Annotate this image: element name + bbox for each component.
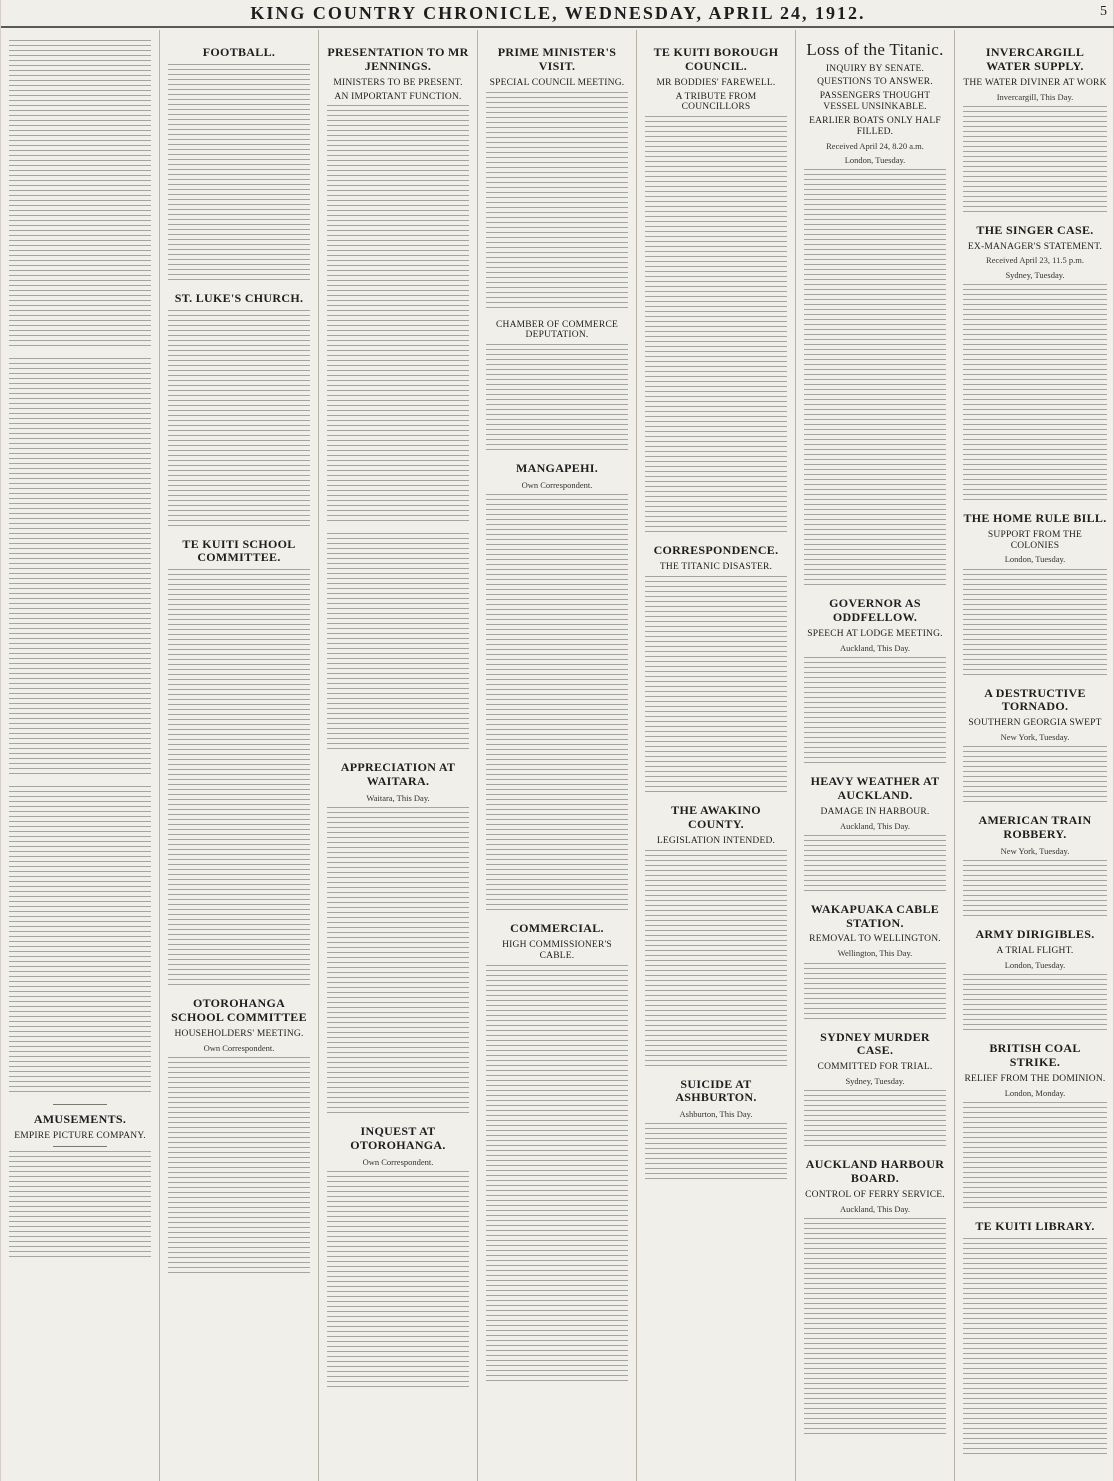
mr-boddies-farewell-subheading: MR BODDIES' FAREWELL. <box>656 77 776 88</box>
invercargill-copy <box>963 106 1107 216</box>
passengers-thought-vessel-unsinkable-subheading: PASSENGERS THOUGHT VESSEL UNSINKABLE. <box>819 91 931 113</box>
column-1-copy-2 <box>9 358 151 778</box>
otorohanga-inquest-copy <box>327 1171 469 1391</box>
high-commissioners-cable-subheading: HIGH COMMISSIONER'S CABLE. <box>502 940 612 962</box>
column-1 <box>1 30 160 1481</box>
st-lukes-church-heading: ST. LUKE'S CHURCH. <box>174 290 304 305</box>
train-robbery-copy <box>963 860 1107 920</box>
te-kuiti-library-heading: TE KUITI LIBRARY. <box>975 1218 1095 1233</box>
mangapehi-byline: Own Correspondent. <box>521 480 593 491</box>
governor-as-oddfellow-heading: GOVERNOR AS ODDFELLOW. <box>829 596 921 625</box>
home-rule-byline: London, Tuesday. <box>1004 554 1066 565</box>
column-1-copy-4 <box>9 1151 151 1261</box>
wakapuaka-copy <box>804 963 946 1023</box>
inquiry-by-senate-subheading: INQUIRY BY SENATE. <box>825 63 925 74</box>
oddfellow-copy <box>804 657 946 767</box>
otorohanga-householders-meeting-subheading: HOUSEHOLDERS' MEETING. <box>174 1028 304 1039</box>
home-rule-bill-heading: THE HOME RULE BILL. <box>963 510 1107 525</box>
coal-strike-byline: London, Monday. <box>1004 1087 1066 1098</box>
heavy-weather-copy <box>804 835 946 895</box>
waitara-copy <box>327 807 469 1117</box>
correspondence-copy <box>645 576 787 796</box>
coal-strike-copy <box>963 1102 1107 1212</box>
tornado-copy <box>963 746 1107 806</box>
auckland-harbour-board-heading: AUCKLAND HARBOUR BOARD. <box>805 1157 945 1186</box>
masthead-title: KING COUNTRY CHRONICLE, WEDNESDAY, APRIL 24, 1912. <box>250 2 866 23</box>
sydney-copy <box>804 1090 946 1150</box>
column-3 <box>319 30 478 1481</box>
st-lukes-church-copy <box>168 310 310 530</box>
mangapehi-heading: MANGAPEHI. <box>516 461 598 476</box>
tornado-byline: New York, Tuesday. <box>1000 732 1070 743</box>
column-4 <box>478 30 637 1481</box>
heavy-weather-heading: HEAVY WEATHER AT AUCKLAND. <box>810 774 940 802</box>
prime-minister-copy-2 <box>486 344 628 454</box>
column-1-copy-1 <box>9 40 151 350</box>
dirigibles-copy <box>963 974 1107 1034</box>
otorohanga-inquest-byline: Own Correspondent. <box>362 1156 434 1167</box>
loss-of-the-titanic-heading: Loss of the Titanic. <box>806 40 944 59</box>
football-copy <box>168 64 310 284</box>
awakino-copy <box>645 850 787 1070</box>
questions-to-answer-subheading: QUESTIONS TO ANSWER. <box>817 77 933 88</box>
speech-at-lodge-meeting-subheading: SPEECH AT LODGE MEETING. <box>807 629 943 640</box>
column-6 <box>796 30 955 1481</box>
earlier-boats-half-filled-subheading: EARLIER BOATS ONLY HALF FILLED. <box>809 116 941 138</box>
ex-managers-statement-subheading: EX-MANAGER'S STATEMENT. <box>967 241 1103 252</box>
appreciation-at-waitara-heading: APPRECIATION AT WAITARA. <box>340 760 456 789</box>
ashburton-copy <box>645 1123 787 1183</box>
prime-ministers-visit-heading: PRIME MINISTER'S VISIT. <box>497 45 617 73</box>
home-rule-copy <box>963 569 1107 679</box>
oddfellow-byline: Auckland, This Day. <box>839 642 911 653</box>
singer-received-line: Received April 23, 11.5 p.m. <box>986 255 1084 266</box>
harbour-board-copy <box>804 1218 946 1438</box>
invercargill-byline: Invercargill, This Day. <box>996 91 1074 102</box>
otorohanga-byline: Own Correspondent. <box>203 1042 275 1053</box>
committed-for-trial-subheading: COMMITTED FOR TRIAL. <box>817 1062 933 1073</box>
titanic-received-line: Received April 24, 8.20 a.m. <box>826 141 924 152</box>
football-heading: FOOTBALL. <box>202 45 276 59</box>
train-robbery-byline: New York, Tuesday. <box>1000 845 1070 856</box>
column-1-rule-1 <box>53 1104 107 1105</box>
important-function-subheading: AN IMPORTANT FUNCTION. <box>334 91 462 102</box>
singer-case-heading: THE SINGER CASE. <box>976 222 1094 237</box>
harbour-board-byline: Auckland, This Day. <box>839 1203 911 1214</box>
commercial-copy <box>486 965 628 1385</box>
te-kuiti-school-committee-heading: TE KUITI SCHOOL COMMITTEE. <box>182 536 296 565</box>
sydney-murder-case-heading: SYDNEY MURDER CASE. <box>820 1029 930 1058</box>
column-1-copy-3 <box>9 786 151 1096</box>
singer-copy <box>963 284 1107 504</box>
column-2 <box>160 30 319 1481</box>
removal-to-wellington-subheading: REMOVAL TO WELLINGTON. <box>809 934 941 945</box>
otorohanga-school-committee-heading: OTOROHANGA SCHOOL COMMITTEE <box>171 996 307 1024</box>
page-number: 5 <box>1100 4 1107 19</box>
te-kuiti-school-committee-copy <box>168 569 310 989</box>
titanic-place-line: London, Tuesday. <box>844 155 906 166</box>
borough-council-copy <box>645 116 787 536</box>
waitara-byline: Waitara, This Day. <box>366 793 430 804</box>
awakino-county-heading: THE AWAKINO COUNTY. <box>671 803 761 831</box>
column-7 <box>955 30 1114 1481</box>
water-diviner-at-work-subheading: THE WATER DIVINER AT WORK <box>963 77 1107 88</box>
dirigibles-byline: London, Tuesday. <box>1004 959 1066 970</box>
singer-place-line: Sydney, Tuesday. <box>1005 269 1065 280</box>
columns <box>1 30 1114 1481</box>
damage-in-harbour-subheading: DAMAGE IN HARBOUR. <box>820 806 930 817</box>
legislation-intended-subheading: LEGISLATION INTENDED. <box>656 835 776 846</box>
presentation-copy-2 <box>327 533 469 753</box>
column-1-rule-2 <box>53 1146 107 1147</box>
heavy-weather-byline: Auckland, This Day. <box>839 820 911 831</box>
wakapuaka-cable-station-heading: WAKAPUAKA CABLE STATION. <box>810 901 940 930</box>
column-5 <box>637 30 796 1481</box>
special-council-meeting-subheading: SPECIAL COUNCIL MEETING. <box>489 77 625 88</box>
support-from-colonies-subheading: SUPPORT FROM THE COLONIES <box>987 529 1083 551</box>
tribute-from-councillors-subheading: A TRIBUTE FROM COUNCILLORS <box>675 91 757 113</box>
ashburton-byline: Ashburton, This Day. <box>679 1109 753 1120</box>
presentation-copy-1 <box>327 105 469 525</box>
otorohanga-school-copy <box>168 1057 310 1277</box>
mangapehi-copy <box>486 494 628 914</box>
empire-picture-company-subheading: EMPIRE PICTURE COMPANY. <box>14 1130 146 1141</box>
inquest-at-otorohanga-heading: INQUEST AT OTOROHANGA. <box>350 1124 446 1153</box>
control-of-ferry-service-subheading: CONTROL OF FERRY SERVICE. <box>805 1189 945 1200</box>
suicide-at-ashburton-heading: SUICIDE AT ASHBURTON. <box>675 1076 757 1105</box>
commercial-heading: COMMERCIAL. <box>510 921 604 936</box>
relief-from-dominion-subheading: RELIEF FROM THE DOMINION. <box>964 1073 1106 1084</box>
wakapuaka-byline: Wellington, This Day. <box>837 948 913 959</box>
trial-flight-subheading: A TRIAL FLIGHT. <box>996 945 1074 956</box>
invercargill-water-supply-heading: INVERCARGILL WATER SUPPLY. <box>985 45 1085 73</box>
titanic-copy <box>804 169 946 589</box>
army-dirigibles-heading: ARMY DIRIGIBLES. <box>975 927 1095 942</box>
presentation-to-mr-jennings-heading: PRESENTATION TO MR JENNINGS. <box>327 45 469 73</box>
te-kuiti-borough-council-heading: TE KUITI BOROUGH COUNCIL. <box>653 45 779 73</box>
american-train-robbery-heading: AMERICAN TRAIN ROBBERY. <box>978 813 1092 842</box>
ministers-to-be-present-subheading: MINISTERS TO BE PRESENT. <box>333 77 463 88</box>
titanic-disaster-subheading: THE TITANIC DISASTER. <box>659 562 773 573</box>
masthead <box>1 0 1114 28</box>
chamber-of-commerce-deputation-subheading: CHAMBER OF COMMERCE DEPUTATION. <box>495 319 619 341</box>
amusements-heading: AMUSEMENTS. <box>33 1112 127 1126</box>
prime-minister-copy-1 <box>486 92 628 312</box>
correspondence-heading: CORRESPONDENCE. <box>653 543 779 558</box>
library-copy <box>963 1238 1107 1458</box>
southern-georgia-swept-subheading: SOUTHERN GEORGIA SWEPT <box>968 718 1102 729</box>
destructive-tornado-heading: A DESTRUCTIVE TORNADO. <box>984 685 1086 714</box>
sydney-byline: Sydney, Tuesday. <box>845 1076 905 1087</box>
british-coal-strike-heading: BRITISH COAL STRIKE. <box>989 1041 1081 1069</box>
